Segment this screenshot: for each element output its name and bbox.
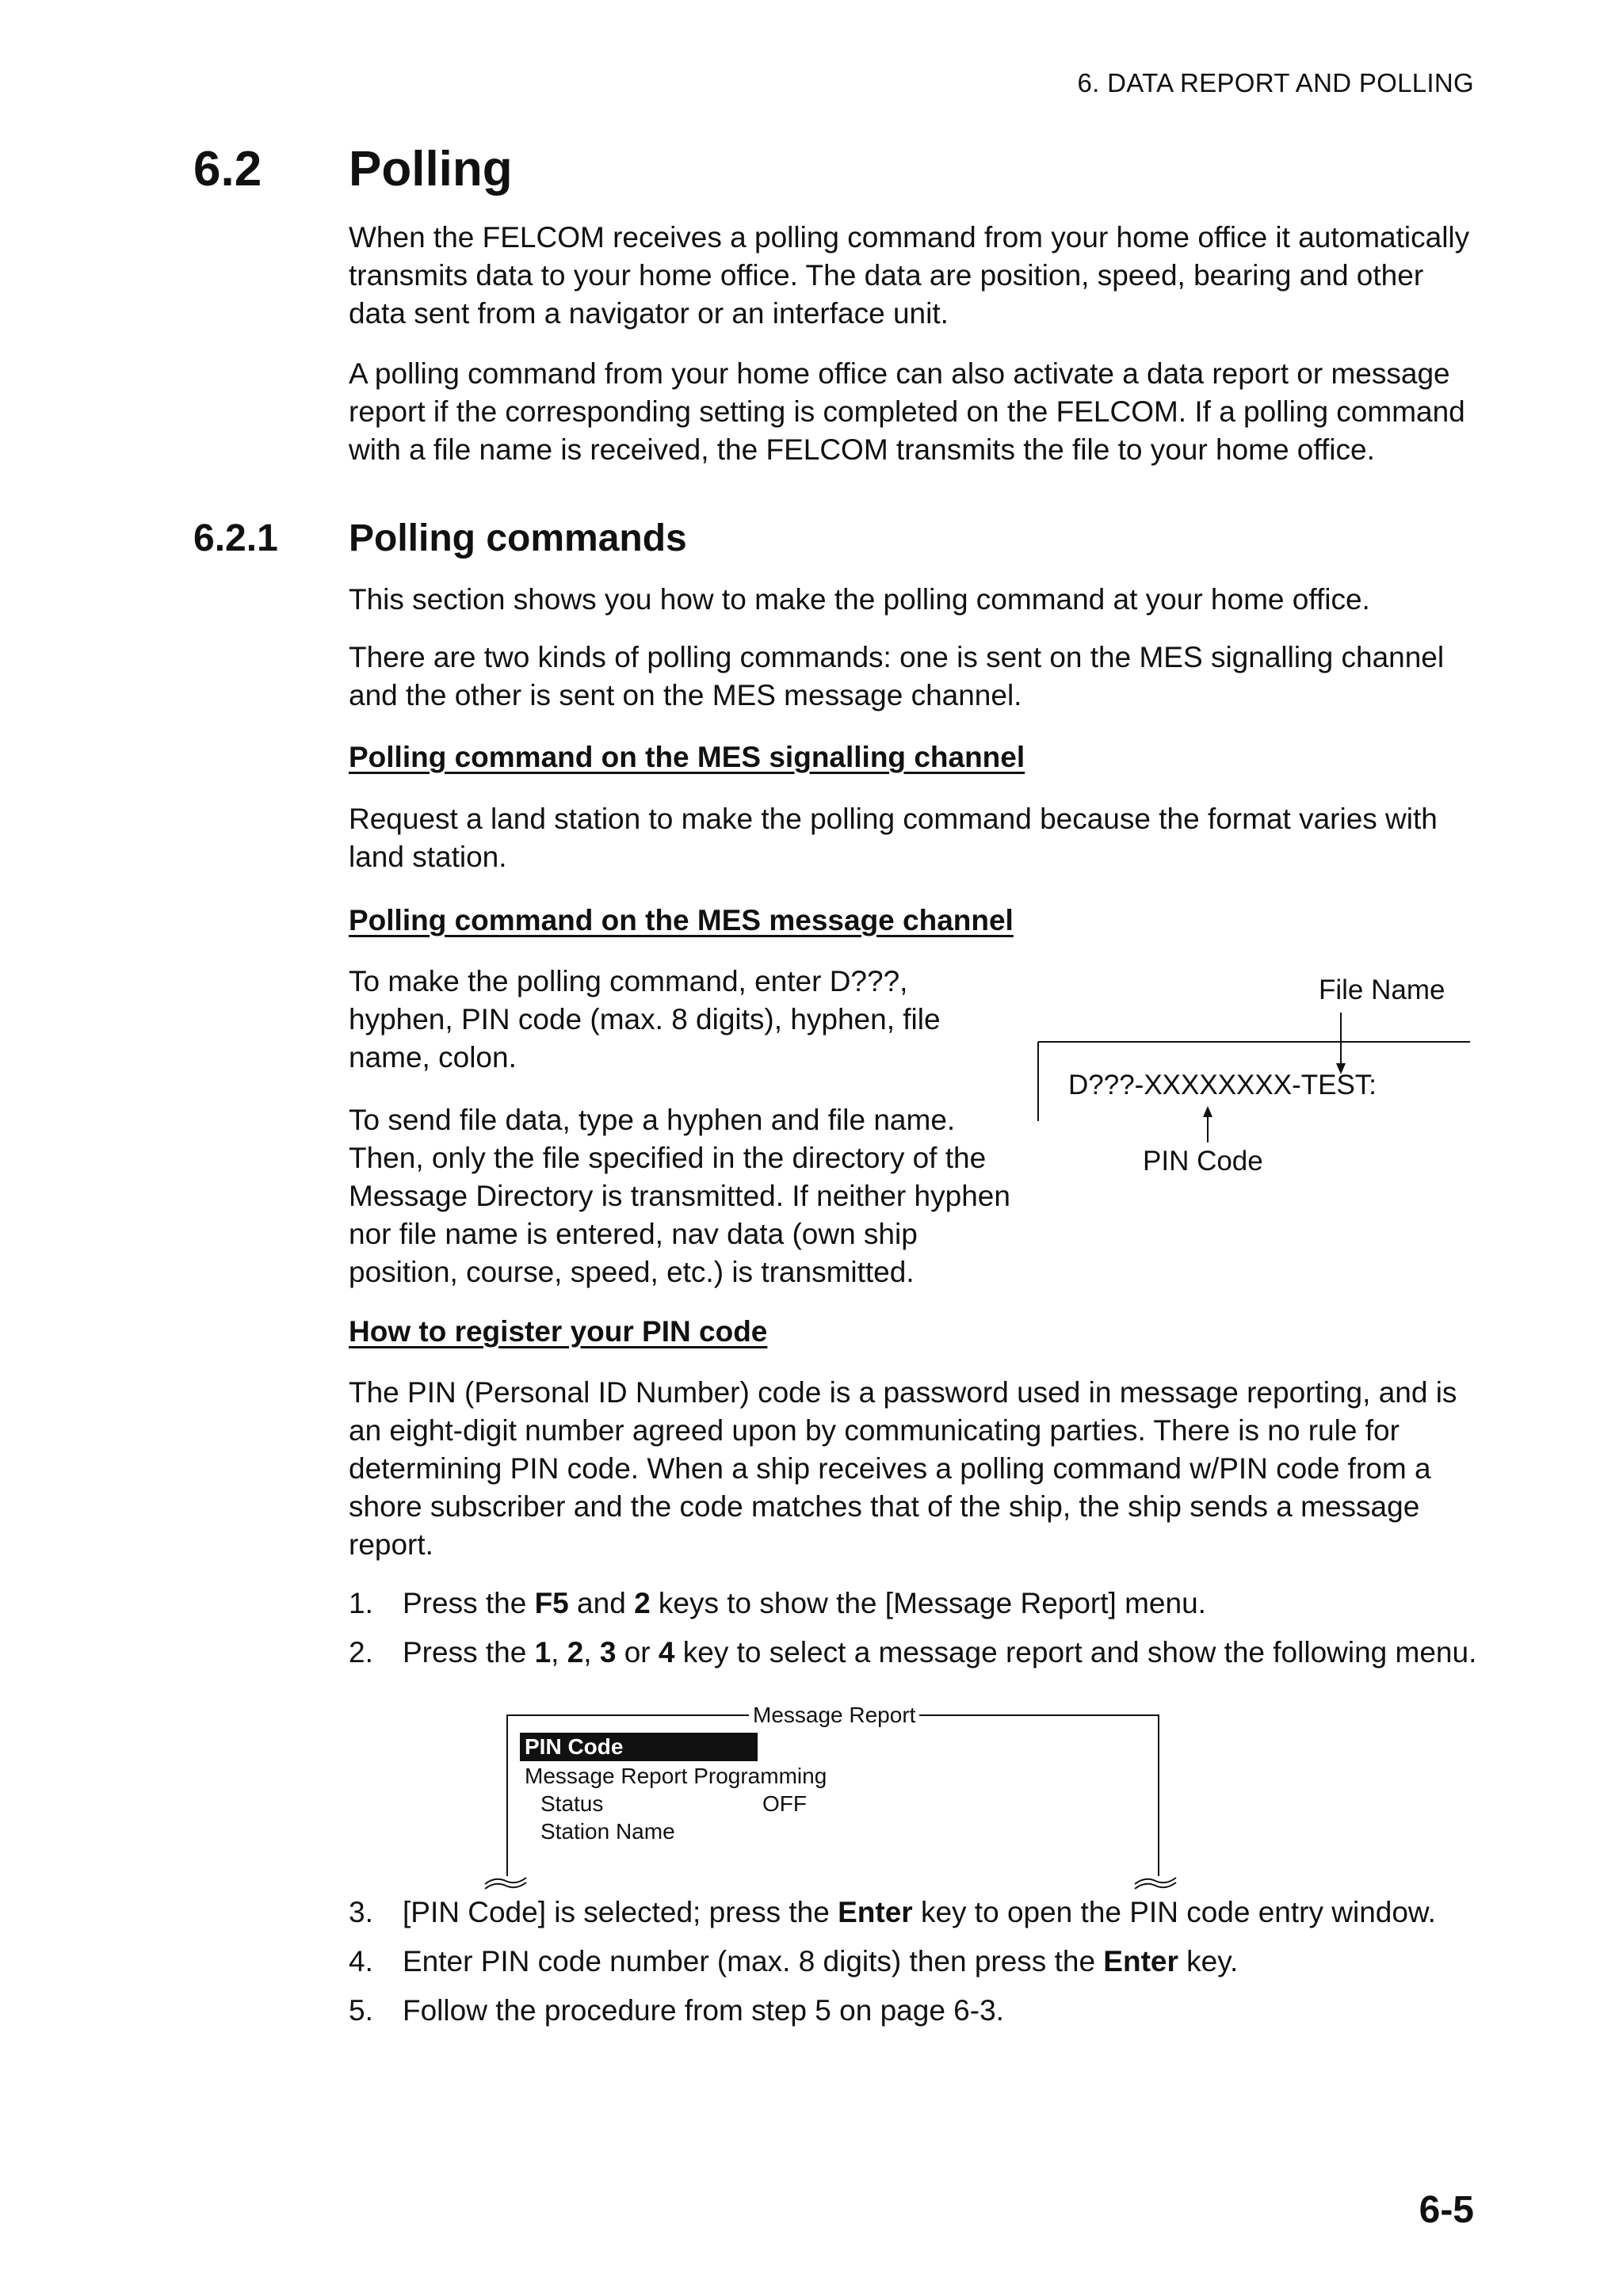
step-text: Follow the procedure from step 5 on page 6-3. (403, 1994, 1004, 2027)
step-1 (349, 1585, 1490, 1623)
steps-list-a (349, 1585, 1490, 1683)
sub-paragraph-1: This section shows you how to make the polling command at your home office. (349, 583, 1370, 616)
menu-title: Message Report (753, 1703, 916, 1727)
message-report-menu (475, 1695, 1189, 1894)
intro-paragraph-1: When the FELCOM receives a polling command from your home office it automatically transmits data to your home office. The data are position, speed, bearing and other data sent from a navigator or an interface unit. (349, 221, 1470, 330)
pin-code-label: PIN Code (1143, 1146, 1263, 1177)
message-channel-text-2: To send file data, type a hyphen and file name. Then, only the file specified in the directory of the Message Directory is transmitted. If neither hyphen nor file name is entered, nav data (own ship position, course, speed, etc.) is transmitted. (349, 1104, 1010, 1288)
step-number: 4. (349, 1945, 373, 1978)
step-5 (349, 1992, 1490, 2030)
menu-item-station-name[interactable]: Station Name (540, 1819, 675, 1844)
command-example: D???-XXXXXXXX-TEST: (1068, 1070, 1377, 1100)
pin-register-heading: How to register your PIN code (349, 1315, 768, 1348)
message-channel-heading: Polling command on the MES message channel (349, 904, 1014, 936)
menu-item-status[interactable]: Status (540, 1791, 604, 1816)
signalling-channel-heading: Polling command on the MES signalling channel (349, 741, 1025, 773)
subsection-title: Polling commands (349, 517, 687, 559)
status-value: OFF (762, 1791, 807, 1816)
step-number: 3. (349, 1896, 373, 1928)
section-number: 6.2 (193, 142, 262, 196)
pin-register-text: The PIN (Personal ID Number) code is a password used in message reporting, and is an eight-digit number agreed upon by communicating parties. There is no rule for determining PIN code. When a ship receives a polling command w/PIN code from a shore subscriber and the code matches that of the ship, the ship sends a message report. (349, 1376, 1457, 1561)
menu-item-pin-code[interactable]: PIN Code (520, 1733, 758, 1761)
step-2 (349, 1634, 1490, 1672)
subsection-number: 6.2.1 (193, 517, 278, 559)
step-text: Press the F5 and 2 keys to show the [Message Report] menu. (403, 1587, 1206, 1619)
sub-paragraph-2: There are two kinds of polling commands: one is sent on the MES signalling channel and the other is sent on the MES message channel. (349, 641, 1445, 711)
running-head: 6. DATA REPORT AND POLLING (1077, 68, 1474, 97)
step-4 (349, 1943, 1490, 1981)
intro-paragraph-2: A polling command from your home office can also activate a data report or message report if the corresponding setting is completed on the FELCOM. If a polling command with a file name is received, the FELCOM transmits the file to your home office. (349, 357, 1465, 466)
signalling-channel-text: Request a land station to make the polling command because the format varies with land station. (349, 803, 1438, 873)
section-heading (193, 141, 513, 197)
subsection-heading (193, 517, 687, 560)
steps-list-b (349, 1894, 1490, 2041)
step-number: 1. (349, 1587, 373, 1619)
section-title: Polling (349, 142, 513, 196)
step-3 (349, 1894, 1490, 1932)
polling-command-diagram (1030, 974, 1474, 1188)
step-number: 2. (349, 1636, 373, 1669)
step-text: [PIN Code] is selected; press the Enter key to open the PIN code entry window. (403, 1896, 1436, 1928)
menu-item-message-report-programming[interactable]: Message Report Programming (525, 1764, 827, 1788)
step-text: Press the 1, 2, 3 or 4 key to select a message report and show the following menu. (403, 1636, 1477, 1669)
page-number: 6-5 (1419, 2189, 1474, 2231)
message-channel-text-1: To make the polling command, enter D???, hyphen, PIN code (max. 8 digits), hyphen, file name, colon. (349, 965, 941, 1074)
step-number: 5. (349, 1994, 373, 2027)
step-text: Enter PIN code number (max. 8 digits) then press the Enter key. (403, 1945, 1239, 1978)
file-name-label: File Name (1319, 974, 1445, 1005)
